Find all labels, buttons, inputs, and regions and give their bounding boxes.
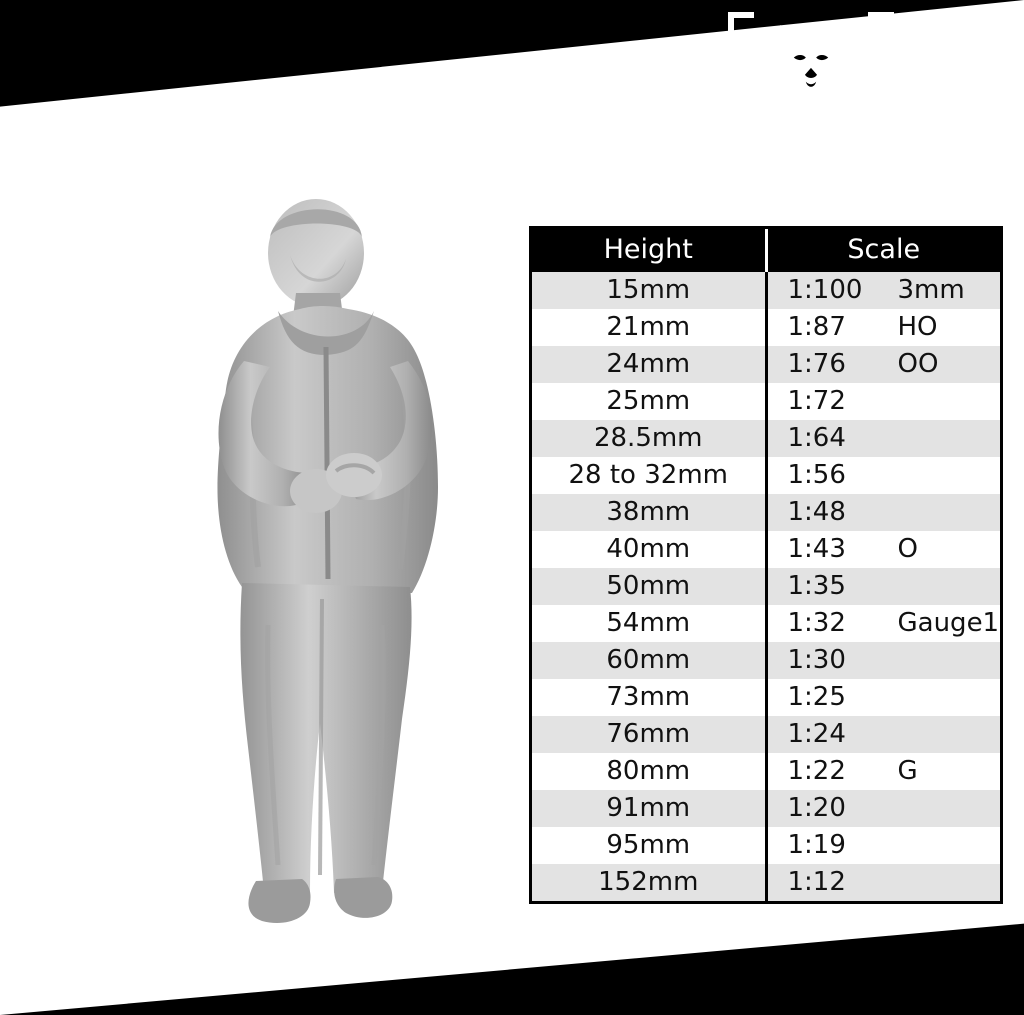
cell-height: 80mm bbox=[532, 753, 766, 790]
cell-scale bbox=[766, 346, 1000, 383]
scale-gauge: Gauge1 bbox=[897, 608, 1000, 638]
figure-image bbox=[150, 175, 530, 935]
scale-ratio: 1:32 bbox=[787, 608, 846, 638]
cell-height: 152mm bbox=[532, 864, 766, 901]
scale-ratio: 1:72 bbox=[787, 386, 846, 416]
cell-scale bbox=[766, 679, 1000, 716]
table-row bbox=[532, 531, 1000, 568]
cell-scale bbox=[766, 790, 1000, 827]
cell-scale bbox=[766, 827, 1000, 864]
cell-height: 76mm bbox=[532, 716, 766, 753]
table-row bbox=[532, 494, 1000, 531]
scale-ratio: 1:24 bbox=[787, 719, 846, 749]
table-row bbox=[532, 605, 1000, 642]
brand-name: Scale Scenery and Figures bbox=[636, 122, 1014, 151]
cell-height: 28 to 32mm bbox=[532, 457, 766, 494]
column-header-height: Height bbox=[532, 229, 766, 272]
scale-ratio: 1:12 bbox=[787, 867, 846, 897]
cell-scale bbox=[766, 716, 1000, 753]
scale-gauge: 3mm bbox=[897, 275, 965, 305]
cell-scale bbox=[766, 309, 1000, 346]
cell-scale bbox=[766, 272, 1000, 309]
cell-height: 95mm bbox=[532, 827, 766, 864]
scale-gauge: HO bbox=[897, 312, 938, 342]
scale-ratio: 1:19 bbox=[787, 830, 846, 860]
cell-height: 21mm bbox=[532, 309, 766, 346]
table-row bbox=[532, 568, 1000, 605]
cell-scale bbox=[766, 642, 1000, 679]
table-row bbox=[532, 457, 1000, 494]
table-row bbox=[532, 272, 1000, 309]
brand-block bbox=[618, 6, 1018, 151]
table-row bbox=[532, 309, 1000, 346]
cell-scale bbox=[766, 531, 1000, 568]
scale-ratio: 1:20 bbox=[787, 793, 846, 823]
cell-height: 73mm bbox=[532, 679, 766, 716]
scale-ratio: 1:48 bbox=[787, 497, 846, 527]
scale-reference-table bbox=[529, 226, 1003, 904]
table-row bbox=[532, 679, 1000, 716]
cell-height: 24mm bbox=[532, 346, 766, 383]
cell-scale bbox=[766, 457, 1000, 494]
scale-ratio: 1:30 bbox=[787, 645, 846, 675]
bracket-left-icon bbox=[728, 12, 754, 110]
cell-height: 91mm bbox=[532, 790, 766, 827]
scale-gauge: G bbox=[897, 756, 918, 786]
table-row bbox=[532, 716, 1000, 753]
table-row bbox=[532, 383, 1000, 420]
scale-ratio: 1:87 bbox=[787, 312, 846, 342]
cell-height: 28.5mm bbox=[532, 420, 766, 457]
table-row bbox=[532, 346, 1000, 383]
cell-scale bbox=[766, 568, 1000, 605]
wolf-head-icon bbox=[768, 18, 854, 104]
scale-gauge: O bbox=[897, 534, 918, 564]
scale-ratio: 1:76 bbox=[787, 349, 846, 379]
table-row bbox=[532, 420, 1000, 457]
cell-scale bbox=[766, 420, 1000, 457]
logo-lockup bbox=[618, 6, 1004, 116]
scale-ratio: 1:25 bbox=[787, 682, 846, 712]
cell-height: 25mm bbox=[532, 383, 766, 420]
table-header-row bbox=[532, 229, 1000, 272]
cell-height: 38mm bbox=[532, 494, 766, 531]
cell-scale bbox=[766, 864, 1000, 901]
column-header-scale: Scale bbox=[766, 229, 1000, 272]
cell-scale bbox=[766, 383, 1000, 420]
cell-scale bbox=[766, 494, 1000, 531]
scale-ratio: 1:56 bbox=[787, 460, 846, 490]
bracket-right-icon bbox=[868, 12, 894, 110]
cell-height: 54mm bbox=[532, 605, 766, 642]
table-row bbox=[532, 827, 1000, 864]
cell-scale bbox=[766, 753, 1000, 790]
cell-height: 15mm bbox=[532, 272, 766, 309]
cell-height: 40mm bbox=[532, 531, 766, 568]
table-row bbox=[532, 642, 1000, 679]
scale-ratio: 1:64 bbox=[787, 423, 846, 453]
scale-ratio: 1:22 bbox=[787, 756, 846, 786]
scale-ratio: 1:35 bbox=[787, 571, 846, 601]
cell-height: 50mm bbox=[532, 568, 766, 605]
table-row bbox=[532, 864, 1000, 901]
scale-ratio: 1:43 bbox=[787, 534, 846, 564]
cell-scale bbox=[766, 605, 1000, 642]
scale-ratio: 1:100 bbox=[787, 275, 863, 305]
scale-gauge: OO bbox=[897, 349, 939, 379]
cell-height: 60mm bbox=[532, 642, 766, 679]
table-row bbox=[532, 753, 1000, 790]
table-row bbox=[532, 790, 1000, 827]
